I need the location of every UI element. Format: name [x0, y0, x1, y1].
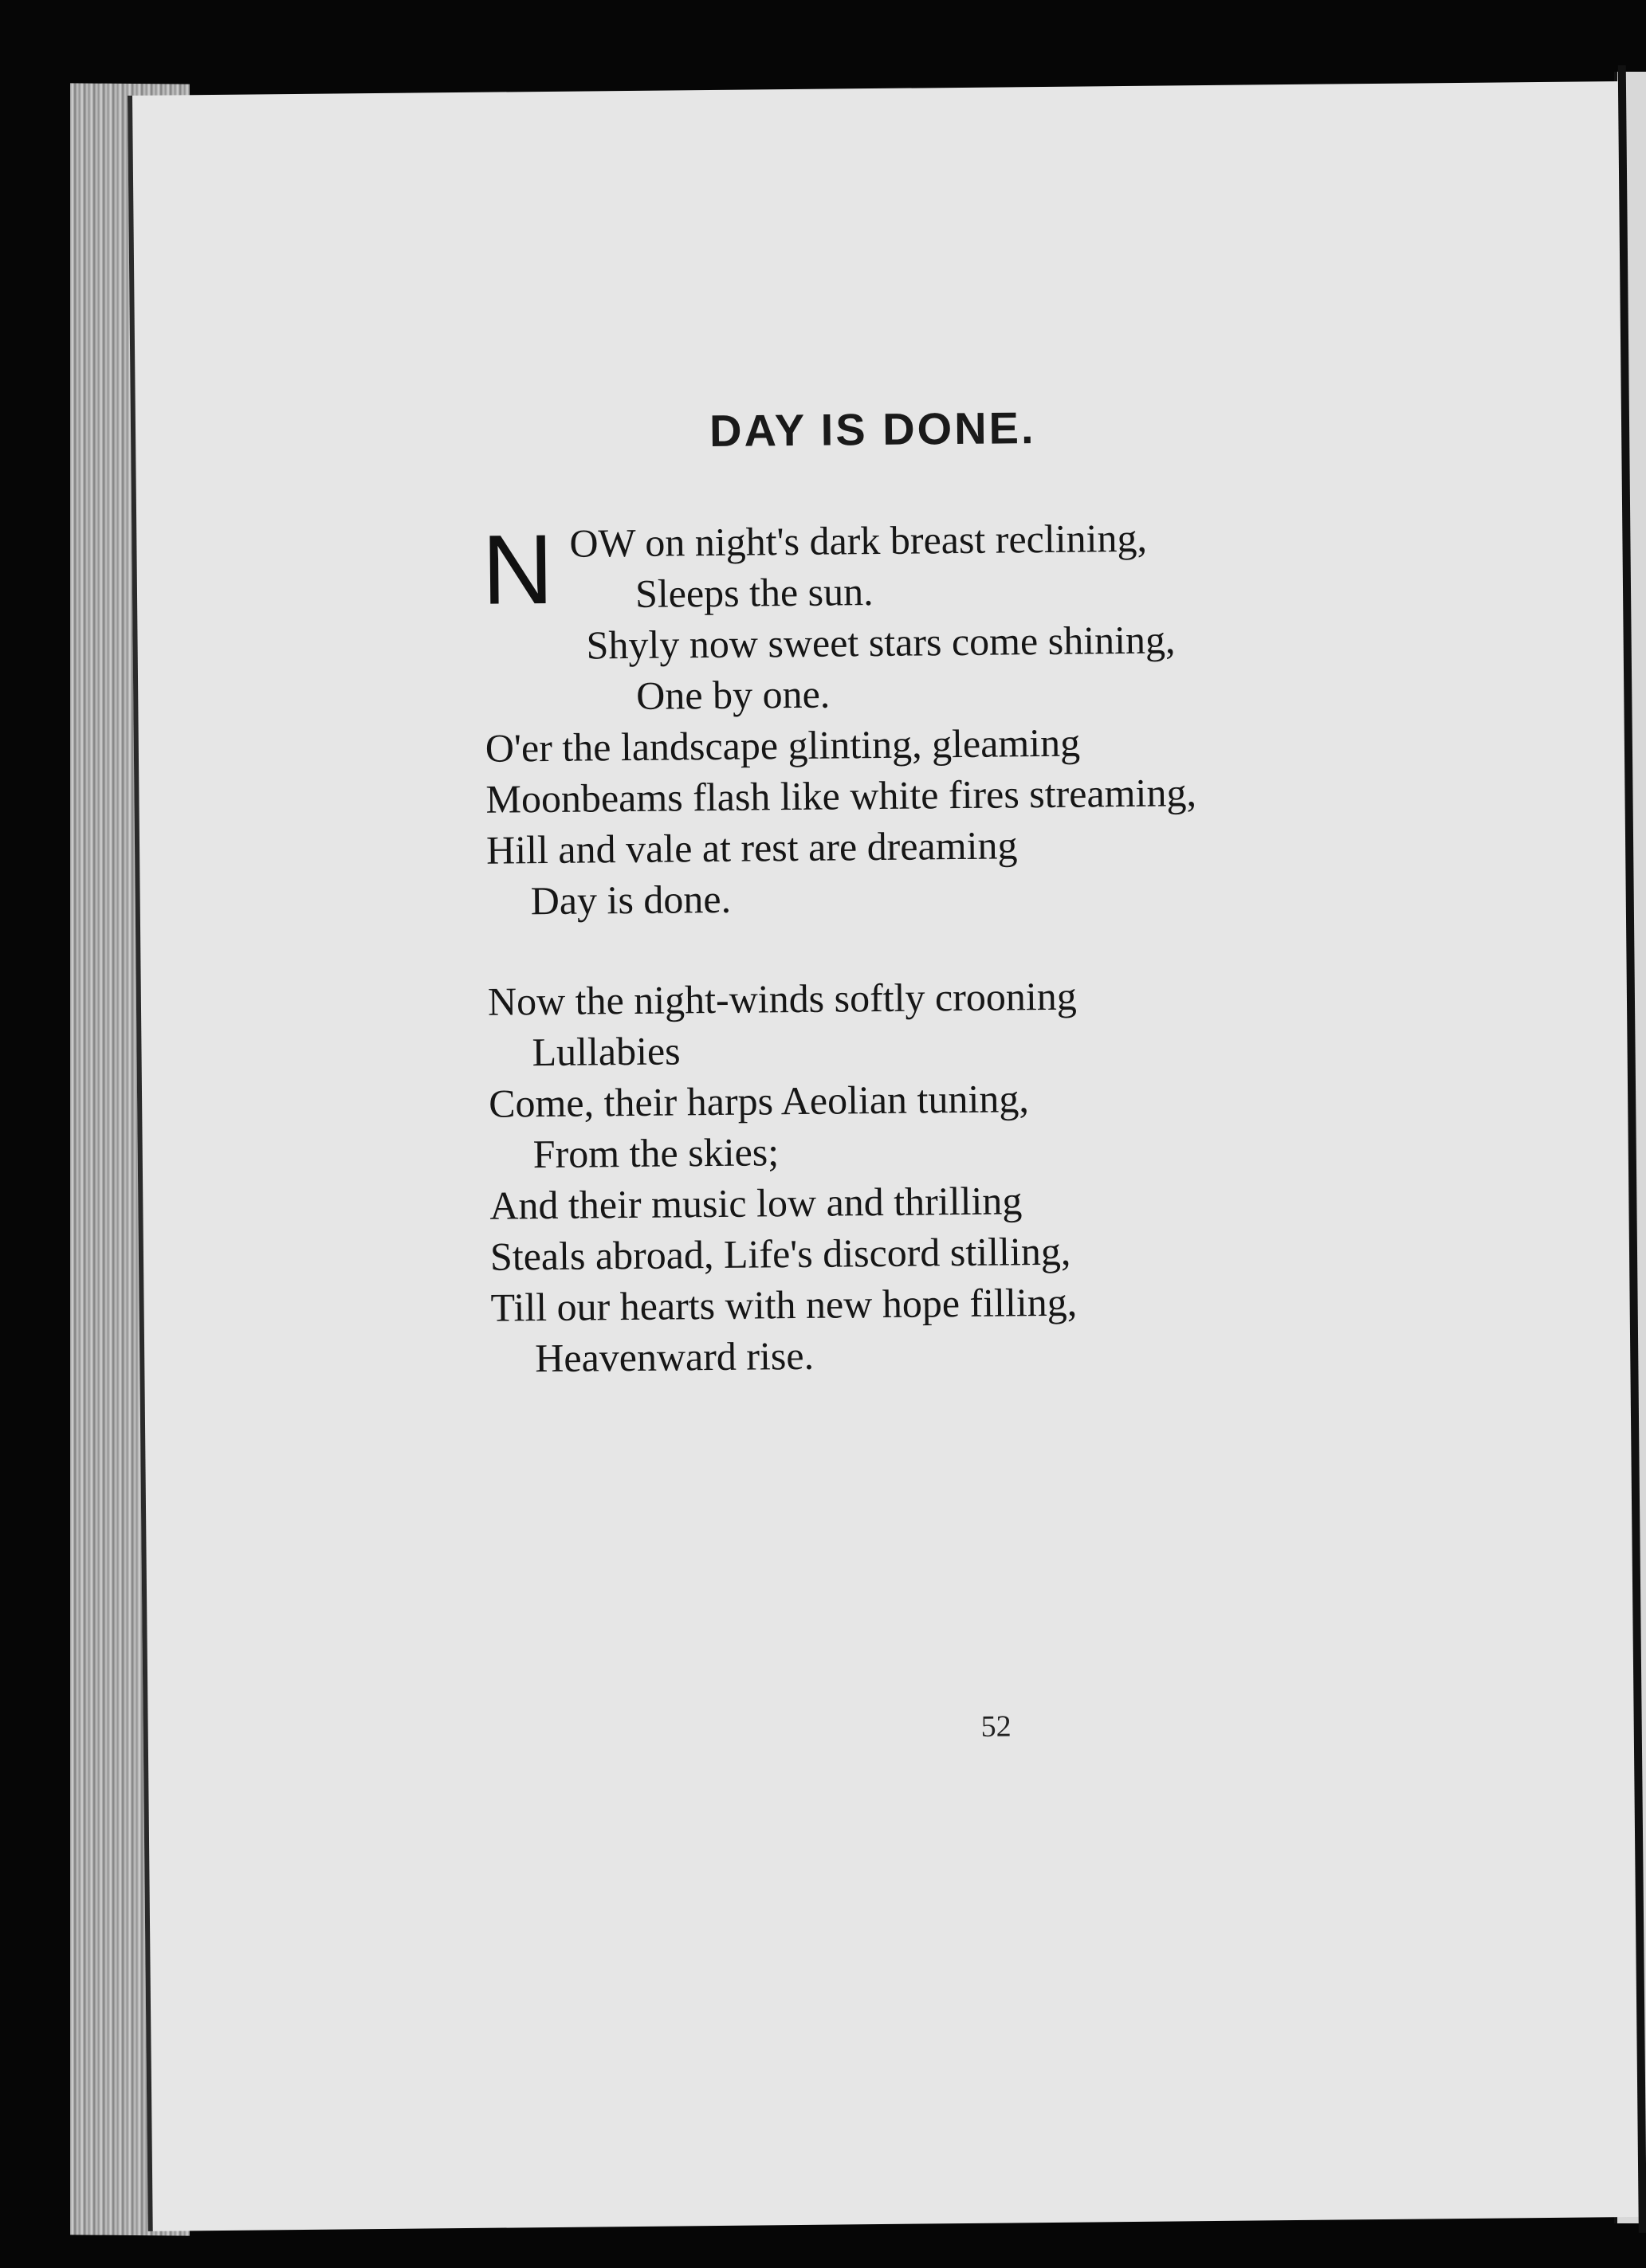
poem-line: Come, their harps Aeolian tuning,	[488, 1076, 1030, 1126]
poem-line: Moonbeams flash like white fires streaming,	[485, 770, 1197, 822]
poem-line: One by one.	[635, 671, 831, 718]
poem-line: Sleeps the sun.	[634, 569, 874, 616]
poem-line: Till our hearts with new hope filling,	[490, 1279, 1078, 1330]
poem-line: Now the night-winds softly crooning	[487, 973, 1077, 1024]
poem-line: And their music low and thrilling	[489, 1178, 1023, 1228]
poem-line: Lullabies	[532, 1028, 681, 1075]
poem-title: DAY IS DONE.	[709, 402, 1036, 457]
poem-line: Shyly now sweet stars come shining,	[586, 617, 1176, 668]
page-number: 52	[980, 1709, 1012, 1744]
stanza-break	[487, 917, 1444, 976]
drop-cap: N	[481, 514, 554, 626]
poem-line-text: OW on night's dark breast reclining,	[569, 515, 1148, 566]
poem-line: Heavenward rise.	[534, 1332, 815, 1381]
poem-body	[483, 509, 1448, 1383]
poem-line: O'er the landscape glinting, gleaming	[485, 720, 1081, 771]
poem-line: Day is done.	[530, 876, 732, 924]
poem-line: Steals abroad, Life's discord stilling,	[489, 1228, 1071, 1279]
poem-line: Hill and vale at rest are dreaming	[485, 822, 1018, 873]
poem-line: From the skies;	[532, 1129, 780, 1177]
book-page	[128, 81, 1642, 2231]
